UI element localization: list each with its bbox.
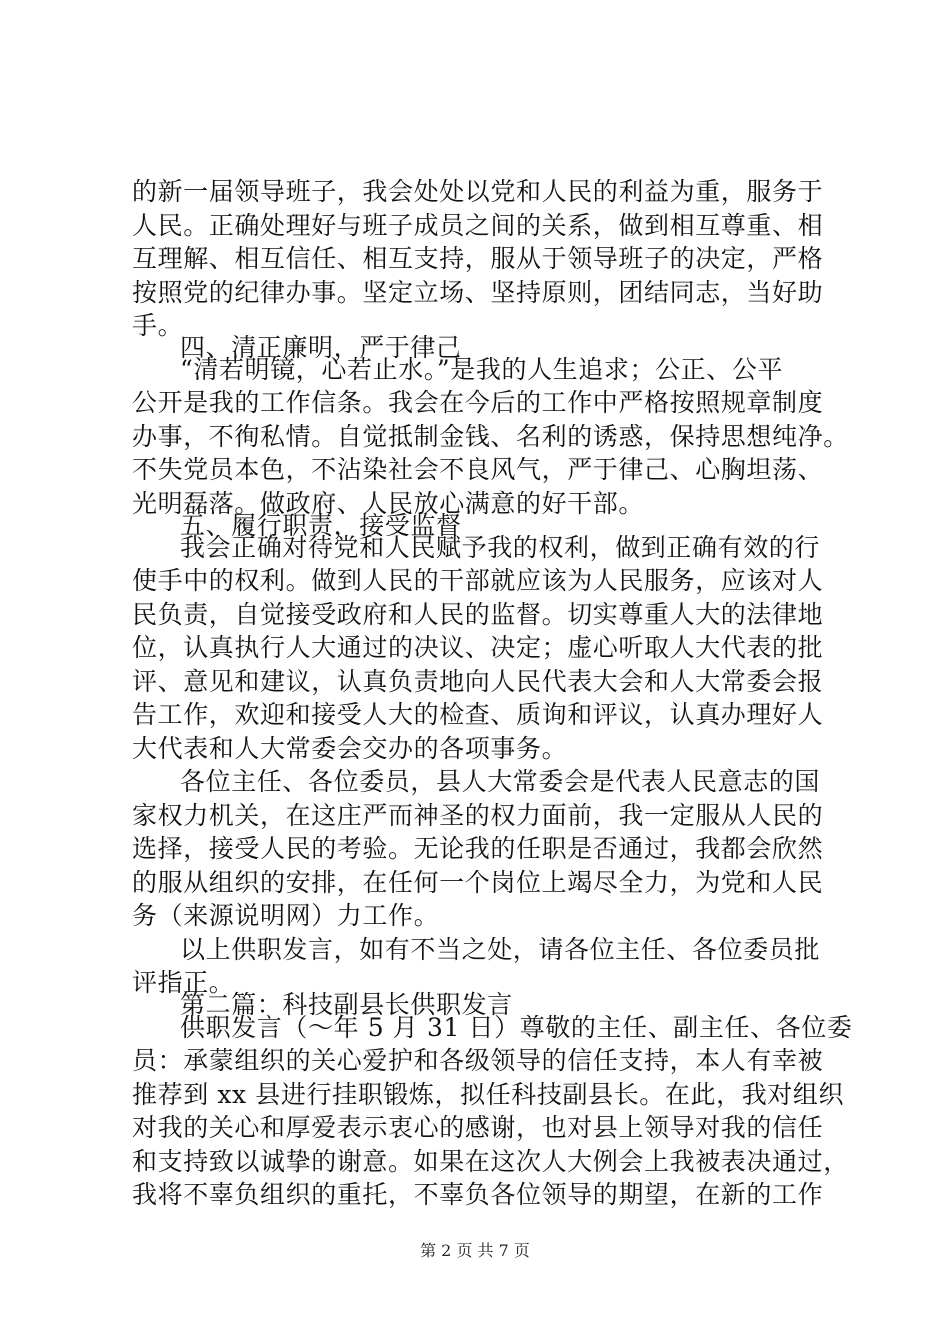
body-text-line: 家权力机关，在这庄严而神圣的权力面前，我一定服从人民的 — [132, 801, 824, 830]
body-text-line: 光明磊落。做政府、人民放心满意的好干部。 — [132, 489, 645, 518]
body-text-line: 我将不辜负组织的重托，不辜负各位领导的期望，在新的工作 — [132, 1180, 824, 1209]
body-text-line: 推荐到 xx 县进行挂职锻炼，拟任科技副县长。在此，我对组织 — [132, 1080, 845, 1109]
body-text-line: 以上供职发言，如有不当之处，请各位主任、各位委员批 — [180, 935, 821, 964]
body-text-line: 的服从组织的安排，在任何一个岗位上竭尽全力，为党和人民 — [132, 868, 824, 897]
body-text-line: 和支持致以诚挚的谢意。如果在这次人大例会上我被表决通过， — [132, 1147, 849, 1176]
section-heading: 五、履行职责，接受监督 — [180, 511, 462, 540]
body-text-line: 评指正。 — [132, 968, 235, 997]
body-text-line: 对我的关心和厚爱表示衷心的感谢，也对县上领导对我的信任 — [132, 1113, 824, 1142]
body-text-line: 手。 — [132, 311, 184, 340]
body-text-line: 我会正确对待党和人民赋予我的权利，做到正确有效的行 — [180, 533, 821, 562]
body-text-line: 不失党员本色，不沾染社会不良风气，严于律己、心胸坦荡、 — [132, 455, 824, 484]
body-text-line: 位，认真执行人大通过的决议、决定；虚心听取人大代表的批 — [132, 633, 824, 662]
body-text-line: 使手中的权利。做到人民的干部就应该为人民服务，应该对人 — [132, 566, 824, 595]
body-text-line: 互理解、相互信任、相互支持，服从于领导班子的决定，严格 — [132, 244, 824, 273]
section-heading: 四、清正廉明，严于律己 — [180, 333, 462, 362]
body-text-line: 公开是我的工作信条。我会在今后的工作中严格按照规章制度 — [132, 388, 824, 417]
body-text-line: 的新一届领导班子，我会处处以党和人民的利益为重，服务于 — [132, 177, 824, 206]
body-text-line: 务（来源说明网）力工作。 — [132, 901, 440, 930]
body-text-line: 人民。正确处理好与班子成员之间的关系，做到相互尊重、相 — [132, 211, 824, 240]
body-text-line: 民负责，自觉接受政府和人民的监督。切实尊重人大的法律地 — [132, 600, 824, 629]
page-number-footer: 第 2 页 共 7 页 — [420, 1241, 530, 1260]
body-text-line: 评、意见和建议，认真负责地向人民代表大会和人大常委会报 — [132, 667, 824, 696]
body-text-line: 办事，不徇私情。自觉抵制金钱、名利的诱惑，保持思想纯净。 — [132, 422, 849, 451]
body-text-line: 各位主任、各位委员，县人大常委会是代表人民意志的国 — [180, 767, 821, 796]
body-text-line: 告工作，欢迎和接受人大的检查、质询和评议，认真办理好人 — [132, 700, 824, 729]
section-heading: 第二篇：科技副县长供职发言 — [180, 990, 513, 1019]
body-text-line: 选择，接受人民的考验。无论我的任职是否通过，我都会欣然 — [132, 834, 824, 863]
body-text-line: 按照党的纪律办事。坚定立场、坚持原则，团结同志，当好助 — [132, 278, 824, 307]
body-text-line: “清若明镜，心若止水。”是我的人生追求；公正、公平 — [180, 355, 784, 384]
body-text-line: 大代表和人大常委会交办的各项事务。 — [132, 734, 568, 763]
body-text-line: 供职发言（～年 5 月 31 日）尊敬的主任、副主任、各位委 — [180, 1013, 853, 1042]
body-text-line: 员：承蒙组织的关心爱护和各级领导的信任支持，本人有幸被 — [132, 1046, 824, 1075]
